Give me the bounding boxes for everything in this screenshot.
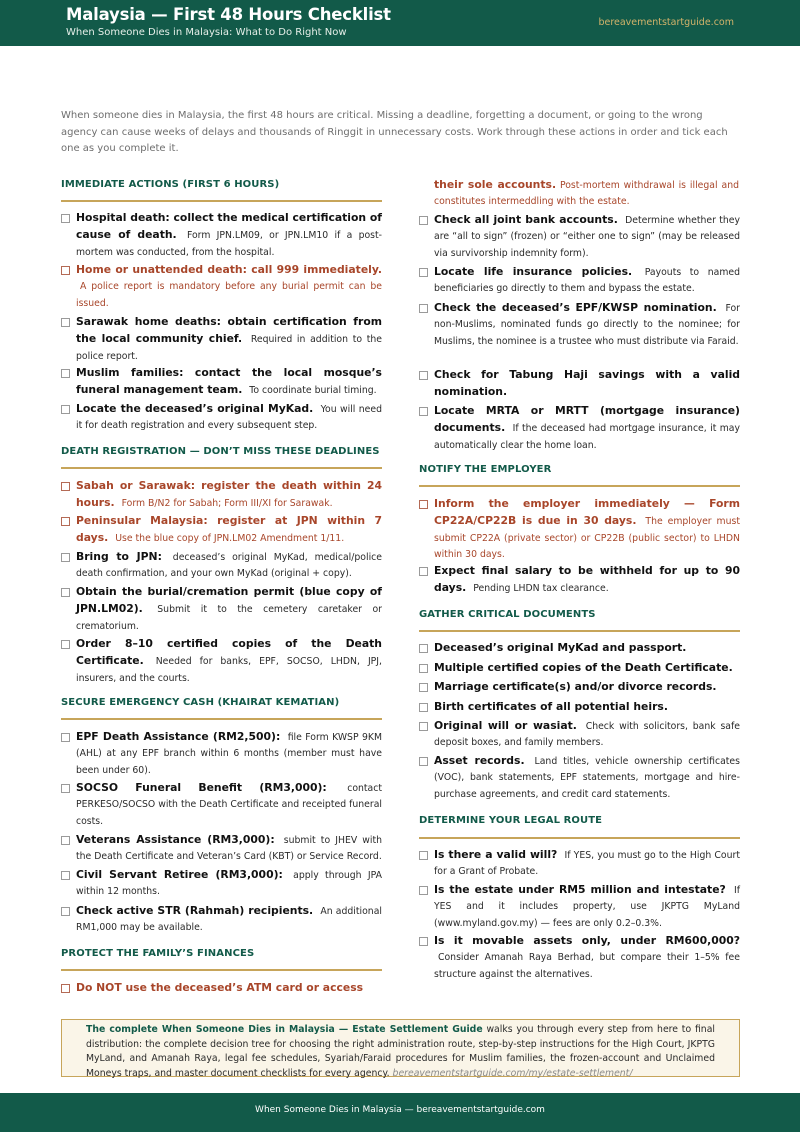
checkbox[interactable]: [61, 405, 70, 414]
checklist-item[interactable]: Locate life insurance policies. Payouts to named beneficiaries go directly to them and bypass the estate.: [419, 264, 740, 298]
checkbox[interactable]: [419, 644, 428, 653]
checklist-item[interactable]: Order 8–10 certified copies of the Death Certificate. Needed for banks, EPF, SOCSO, LHDN, JPJ, insurers, and the courts.: [61, 636, 382, 687]
checkbox[interactable]: [61, 640, 70, 649]
checklist-item[interactable]: SOCSO Funeral Benefit (RM3,000): contact PERKESO/SOCSO with the Death Certificate and receipted funeral costs.: [61, 780, 382, 830]
guide-title-link[interactable]: The complete When Someone Dies in Malaysia — Estate Settlement Guide: [86, 1024, 483, 1035]
checkbox[interactable]: [61, 907, 70, 916]
checklist-item-warning[interactable]: Inform the employer immediately — Form CP22A/CP22B is due in 30 days. The employer must submit CP22A (private sector) or CP22B (public sector) to LHDN within 30 days.: [419, 496, 740, 563]
checklist-item[interactable]: Is there a valid will? If YES, you must go to the High Court for a Grant of Probate.: [419, 847, 740, 881]
section-title-employer: NOTIFY THE EMPLOYER: [419, 464, 552, 475]
section-divider: [61, 969, 382, 971]
checklist-item[interactable]: Check for Tabung Haji savings with a valid nomination.: [419, 367, 740, 402]
checkbox[interactable]: [419, 722, 428, 731]
checkbox[interactable]: [419, 567, 428, 576]
page-footer: When Someone Dies in Malaysia — bereavementstartguide.com: [0, 1093, 800, 1132]
checklist-item[interactable]: EPF Death Assistance (RM2,500): file Form KWSP 9KM (AHL) at any EPF branch within 6 months (member must have been under 60).: [61, 729, 382, 779]
checklist-item[interactable]: Birth certificates of all potential heirs.: [419, 699, 740, 716]
checklist-item[interactable]: Is the estate under RM5 million and intestate? If YES and it includes property, use JKPTG MyLand (www.myland.gov.my) — fees are only 0.2–0.3%.: [419, 882, 740, 932]
checkbox[interactable]: [419, 268, 428, 277]
guide-callout: [61, 1019, 740, 1077]
checkbox[interactable]: [61, 214, 70, 223]
checklist-item[interactable]: Multiple certified copies of the Death Certificate.: [419, 660, 740, 677]
checklist-item-continued: their sole accounts. Post-mortem withdrawal is illegal and constitutes intermeddling with the estate.: [434, 178, 739, 208]
checklist-item[interactable]: Muslim families: contact the local mosque’s funeral management team. To coordinate burial timing.: [61, 365, 382, 400]
checklist-item[interactable]: Deceased’s original MyKad and passport.: [419, 640, 740, 657]
checkbox[interactable]: [61, 984, 70, 993]
checkbox[interactable]: [419, 407, 428, 416]
checklist-item-warning[interactable]: Sabah or Sarawak: register the death within 24 hours. Form B/N2 for Sabah; Form III/XI for Sarawak.: [61, 478, 382, 513]
section-title-documents: GATHER CRITICAL DOCUMENTS: [419, 609, 596, 620]
checkbox[interactable]: [61, 871, 70, 880]
checklist-item[interactable]: Sarawak home deaths: obtain certification from the local community chief. Required in addition to the police report.: [61, 314, 382, 365]
checkbox[interactable]: [419, 703, 428, 712]
checkbox[interactable]: [61, 784, 70, 793]
checkbox[interactable]: [61, 733, 70, 742]
checklist-item[interactable]: Asset records. Land titles, vehicle ownership certificates (VOC), bank statements, EPF statements, mortgage and hire-purchase agreements, and credit card statements.: [419, 753, 740, 803]
section-divider: [419, 837, 740, 839]
section-divider: [61, 718, 382, 720]
checkbox[interactable]: [419, 216, 428, 225]
section-divider: [419, 630, 740, 632]
checklist-item[interactable]: Marriage certificate(s) and/or divorce records.: [419, 679, 740, 696]
section-title-registration: DEATH REGISTRATION — DON’T MISS THESE DEADLINES: [61, 446, 380, 457]
checklist-item[interactable]: Original will or wasiat. Check with solicitors, bank safe deposit boxes, and family members.: [419, 718, 740, 752]
section-title-immediate: IMMEDIATE ACTIONS (FIRST 6 HOURS): [61, 179, 280, 190]
intro-paragraph: When someone dies in Malaysia, the first 48 hours are critical. Missing a deadline, forgetting a document, or going to the wrong agency can cause weeks of delays and thousands of Ringgit in unnecessary costs. Work through these actions in order and tick each one as you complete it.: [61, 110, 728, 154]
checklist-item[interactable]: Locate the deceased’s original MyKad. You will need it for death registration and every subsequent step.: [61, 401, 382, 435]
checkbox[interactable]: [419, 851, 428, 860]
checkbox[interactable]: [61, 553, 70, 562]
checklist-item[interactable]: Is it movable assets only, under RM600,000? Consider Amanah Raya Berhad, but compare their 1–5% fee structure against the alternatives.: [419, 933, 740, 983]
site-link[interactable]: bereavementstartguide.com: [598, 17, 734, 28]
checkbox[interactable]: [61, 318, 70, 327]
checklist-item[interactable]: Obtain the burial/cremation permit (blue copy of JPN.LM02). Submit it to the cemetery caretaker or crematorium.: [61, 584, 382, 635]
checkbox[interactable]: [61, 482, 70, 491]
checklist-item-warning[interactable]: Peninsular Malaysia: register at JPN within 7 days. Use the blue copy of JPN.LM02 Amendment 1/11.: [61, 513, 382, 548]
page-title: Malaysia — First 48 Hours Checklist: [66, 5, 391, 24]
checkbox[interactable]: [61, 517, 70, 526]
section-divider: [419, 485, 740, 487]
guide-description: walks you through every step from here to final distribution: the complete decision tree for choosing the right administration route, step-by-step instructions for the High Court, JKPTG MyLand, and Amanah Raya, legal fee schedules, Syariah/Faraid procedures for Muslim families, the frozen-account and Unclaimed Moneys traps, and master document checklists for every agency.: [86, 1024, 715, 1079]
checkbox[interactable]: [61, 588, 70, 597]
section-divider: [61, 200, 382, 202]
section-divider: [61, 467, 382, 469]
checklist-item[interactable]: Expect final salary to be withheld for up to 90 days. Pending LHDN tax clearance.: [419, 563, 740, 598]
section-title-legal: DETERMINE YOUR LEGAL ROUTE: [419, 815, 603, 826]
checklist-item[interactable]: Check all joint bank accounts. Determine whether they are “all to sign” (frozen) or “either one to sign” (may be released via survivorship indemnity form).: [419, 212, 740, 262]
section-title-cash: SECURE EMERGENCY CASH (KHAIRAT KEMATIAN): [61, 697, 340, 708]
checkbox[interactable]: [61, 266, 70, 275]
section-title-finances: PROTECT THE FAMILY’S FINANCES: [61, 948, 255, 959]
guide-url-link[interactable]: bereavementstartguide.com/my/estate-settlement/: [392, 1067, 633, 1079]
checklist-item[interactable]: Locate MRTA or MRTT (mortgage insurance) documents. If the deceased had mortgage insurance, it may automatically clear the home loan.: [419, 403, 740, 454]
checkbox[interactable]: [419, 371, 428, 380]
checkbox[interactable]: [419, 757, 428, 766]
checkbox[interactable]: [419, 886, 428, 895]
checkbox[interactable]: [61, 369, 70, 378]
checkbox[interactable]: [419, 304, 428, 313]
checklist-item[interactable]: Civil Servant Retiree (RM3,000): apply through JPA within 12 months.: [61, 867, 382, 901]
checkbox[interactable]: [61, 836, 70, 845]
checklist-item[interactable]: Hospital death: collect the medical certification of cause of death. Form JPN.LM09, or JPN.LM10 if a post-mortem was conducted, from the hospital.: [61, 210, 382, 261]
checklist-item-warning[interactable]: Do NOT use the deceased’s ATM card or access: [61, 980, 382, 997]
page-subtitle: When Someone Dies in Malaysia: What to Do Right Now: [66, 27, 347, 38]
checklist-item[interactable]: Bring to JPN: deceased’s original MyKad, medical/police death confirmation, and your own MyKad (original + copy).: [61, 549, 382, 583]
checklist-item[interactable]: Veterans Assistance (RM3,000): submit to JHEV with the Death Certificate and Veteran’s Card (KBT) or Service Record.: [61, 832, 382, 866]
checklist-item[interactable]: Check the deceased’s EPF/KWSP nomination. For non-Muslims, nominated funds go directly to the nominee; for Muslims, the nominee is a trustee who must distribute via Faraid.: [419, 300, 740, 350]
checklist-item-warning[interactable]: Home or unattended death: call 999 immediately. A police report is mandatory before any burial permit can be issued.: [61, 262, 382, 312]
checklist-item[interactable]: Check active STR (Rahmah) recipients. An additional RM1,000 may be available.: [61, 903, 382, 937]
checkbox[interactable]: [419, 683, 428, 692]
checkbox[interactable]: [419, 937, 428, 946]
checkbox[interactable]: [419, 500, 428, 509]
page-header: [0, 0, 800, 46]
checkbox[interactable]: [419, 664, 428, 673]
